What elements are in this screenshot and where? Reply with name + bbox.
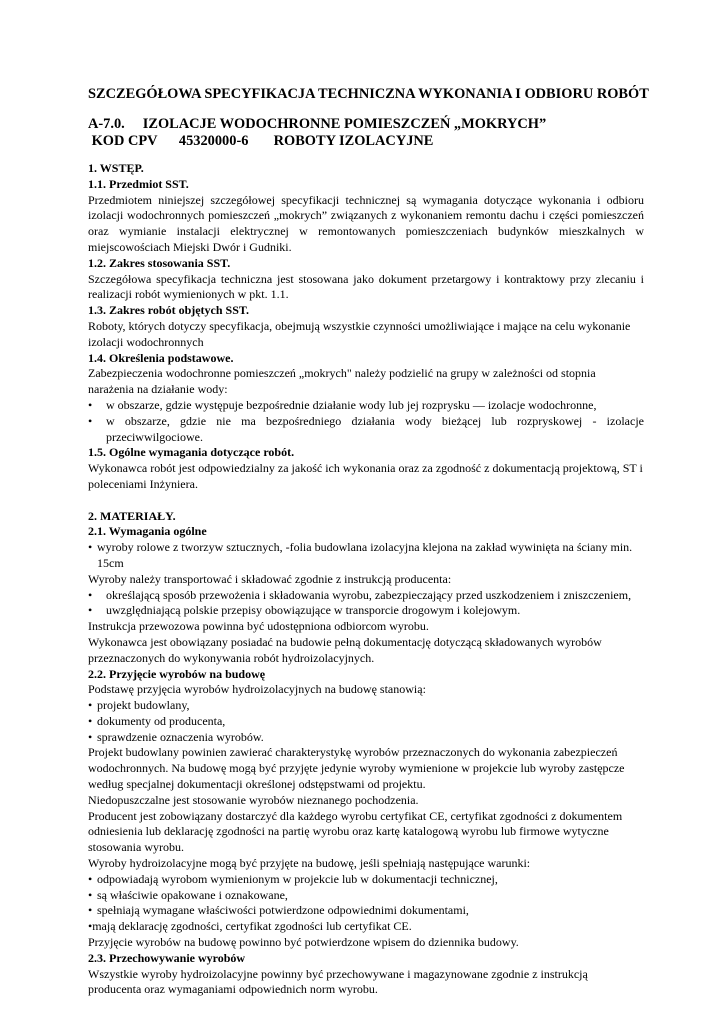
bullet-icon: • [88,903,93,918]
list-item [88,730,644,746]
bullet-icon: • [88,698,93,713]
subsection-heading: 2.1. Wymagania ogólne [88,524,207,539]
subsection-heading: 1.2. Zakres stosowania SST. [88,255,231,270]
paragraph: Instrukcja przewozowa powinna być udostępniona odbiorcom wyrobu. [88,619,429,634]
bullet-icon: • [88,713,93,728]
paragraph: Zabezpieczenia wodochronne pomieszczeń „mokrych" należy podzielić na grupy w zależności od stopnia narażenia na działanie wody: [88,366,596,397]
bullet-icon: • [88,397,93,412]
section-code-line: A-7.0. IZOLACJE WODOCHRONNE POMIESZCZEŃ „MOKRYCH” [88,116,547,132]
subsection-heading: 2.3. Przechowywanie wyrobów [88,950,246,965]
paragraph: Szczegółowa specyfikacja techniczna jest stosowana jako dokument przetargowy i kontraktowy przy zlecaniu i realizacji robót wymienionych w pkt. 1.1. [88,271,644,302]
section-heading: 1. WSTĘP. [88,161,144,175]
list-item: •mają deklarację zgodności, certyfikat zgodności lub certyfikat CE. [88,919,412,934]
document-body [88,161,644,998]
paragraph: Projekt budowlany powinien zawierać charakterystykę wyrobów przeznaczonych do wykonania zabezpieczeń wodochronnych. Na budowę mogą być przyjęte jedynie wyroby wymienione w projekcie lub wyroby zastępcze według specjalnej dokumentacji określonej odstępstwami od projektu. [88,745,625,792]
list-item-text: uwzględniającą polskie przepisy obowiązujące w transporcie drogowym i kolejowym. [106,603,521,618]
list-item-text: w obszarze, gdzie występuje bezpośrednie działanie wody lub jej rozprysku — izolacje wodochronne, [106,397,597,412]
subsection-heading: 1.4. Określenia podstawowe. [88,350,234,365]
list-item [88,888,644,904]
paragraph: Wszystkie wyroby hydroizolacyjne powinny być przechowywane i magazynowane zgodnie z instrukcją producenta oraz wymaganiami odpowiednich norm wyrobu. [88,966,588,997]
document-subtitle [88,116,688,150]
paragraph: Producent jest zobowiązany dostarczyć dla każdego wyrobu certyfikat CE, certyfikat zgodności z dokumentem odniesienia lub deklarację zgodności na partię wyrobu oraz kartę katalogową wyrobu lub firmowe wytyczne stosowania wyrobu. [88,808,623,855]
paragraph: Roboty, których dotyczy specyfikacja, obejmują wszystkie czynności umożliwiające i mające na celu wykonanie izolacji wodochronnych [88,318,631,349]
section-heading: 2. MATERIAŁY. [88,508,176,523]
paragraph: Podstawę przyjęcia wyrobów hydroizolacyjnych na budowę stanowią: [88,682,426,697]
bullet-icon: • [88,413,93,428]
bullet-icon: • [88,871,93,886]
list-item [88,398,644,414]
list-item-text: w obszarze, gdzie nie ma bezpośredniego działania wody bieżącej lub rozpryskowej - izolacje przeciwwilgociowe. [106,413,644,444]
bullet-icon: • [88,729,93,744]
paragraph: Wyroby hydroizolacyjne mogą być przyjęte na budowę, jeśli spełniają następujące warunki: [88,856,531,871]
paragraph: Wykonawca robót jest odpowiedzialny za jakość ich wykonania oraz za zgodność z dokumentacją projektową, ST i poleceniami Inżyniera. [88,461,643,491]
paragraph: Przyjęcie wyrobów na budowę powinno być potwierdzone wpisem do dziennika budowy. [88,935,519,950]
list-item-text: są właściwie opakowane i oznakowane, [97,887,288,902]
list-item-text: sprawdzenie oznaczenia wyrobów. [97,729,264,744]
paragraph: Wyroby należy transportować i składować zgodnie z instrukcją producenta: [88,571,452,586]
subsection-heading: 2.2. Przyjęcie wyrobów na budowę [88,666,266,681]
subsection-heading: 1.3. Zakres robót objętych SST. [88,303,250,318]
list-item-text: dokumenty od producenta, [97,713,226,728]
document-title: SZCZEGÓŁOWA SPECYFIKACJA TECHNICZNA WYKONANIA I ODBIORU ROBÓT [88,86,649,102]
paragraph: Niedopuszczalne jest stosowanie wyrobów nieznanego pochodzenia. [88,792,419,807]
list-item [88,588,644,604]
list-item-text: projekt budowlany, [97,698,190,713]
list-item [88,872,644,888]
list-item-text: spełniają wymagane właściwości potwierdzone odpowiednimi dokumentami, [97,903,469,918]
list-item [88,903,644,919]
bullet-icon: • [88,587,93,602]
list-item [88,414,644,446]
list-item [88,714,644,730]
subsection-heading: 1.5. Ogólne wymagania dotyczące robót. [88,445,295,460]
list-item [88,603,644,619]
paragraph: Przedmiotem niniejszej szczegółowej specyfikacji technicznej są wymagania dotyczące wykonania i odbioru izolacji wodochronnych pomieszczeń „mokrych” związanych z wykonaniem remontu dachu i części pomieszczeń oraz wymianie instalacji elektrycznej w remontowanych pomieszczeniach budynków mieszkalnych w miejscowościach Miejski Dwór i Gudniki. [88,192,644,254]
spacer [88,493,644,509]
list-item-text: wyroby rolowe z tworzyw sztucznych, -folia budowlana izolacyjna klejona na zakład wywinięta na ściany min. 15cm [97,540,633,570]
paragraph: Wykonawca jest obowiązany posiadać na budowie pełną dokumentację dotyczącą składowanych wyrobów przeznaczonych do wykonywania robót hydroizolacyjnych. [88,634,602,665]
subsection-heading: 1.1. Przedmiot SST. [88,176,189,191]
bullet-icon: • [88,887,93,902]
list-item [88,698,644,714]
list-item-text: odpowiadają wyrobom wymienionym w projekcie lub w dokumentacji technicznej, [97,871,498,886]
bullet-icon: • [88,540,93,555]
list-item-text: określającą sposób przewożenia i składowania wyrobu, zabezpieczający przed uszkodzeniem i zniszczeniem, [106,587,632,602]
cpv-code-line: KOD CPV 45320000-6 ROBOTY IZOLACYJNE [88,133,434,149]
bullet-icon: • [88,603,93,618]
list-item [88,540,644,572]
